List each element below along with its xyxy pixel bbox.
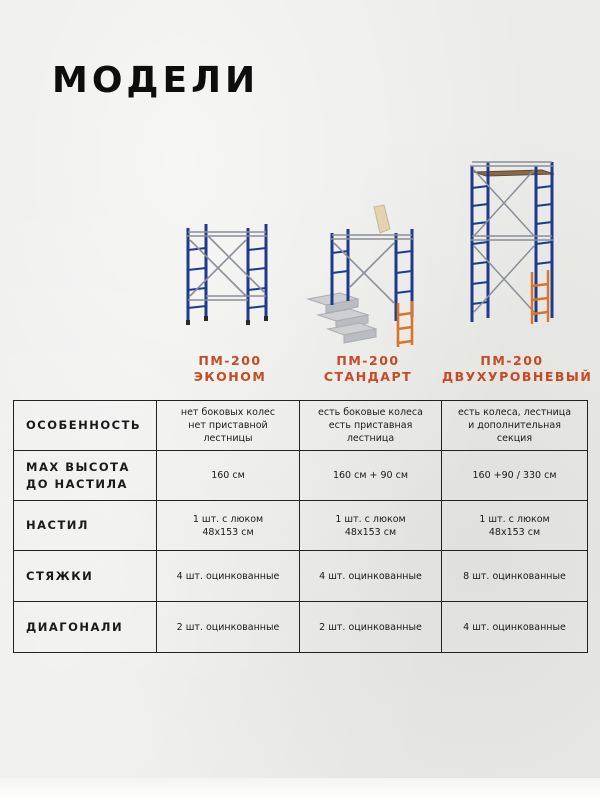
- table-cell: 160 см: [157, 451, 300, 501]
- table-cell: нет боковых колес нет приставной лестницы: [157, 401, 300, 451]
- row-label-feature: ОСОБЕННОСТЬ: [14, 401, 157, 451]
- row-label-diagonals: ДИАГОНАЛИ: [14, 602, 157, 653]
- scaffold-two-level-image: [462, 152, 562, 332]
- model-label-standard: ПМ-200 СТАНДАРТ: [323, 353, 413, 384]
- page-title: МОДЕЛИ: [52, 60, 260, 101]
- row-label-max-height: MAX ВЫСОТА ДО НАСТИЛА: [14, 451, 157, 501]
- table-cell: 2 шт. оцинкованные: [157, 602, 300, 653]
- model-label-two-level: ПМ-200 ДВУХУРОВНЕВЫЙ: [442, 353, 593, 384]
- table-cell: 1 шт. с люком 48х153 см: [157, 501, 300, 551]
- table-cell: 1 шт. с люком 48х153 см: [442, 501, 588, 551]
- table-row-max-height: [14, 451, 588, 501]
- table-cell: есть боковые колеса есть приставная лестница: [300, 401, 442, 451]
- table-cell: 2 шт. оцинкованные: [300, 602, 442, 653]
- row-label-deck: НАСТИЛ: [14, 501, 157, 551]
- model-label-econom: ПМ-200 ЭКОНОМ: [193, 353, 267, 384]
- table-cell: 1 шт. с люком 48х153 см: [300, 501, 442, 551]
- table-cell: 160 +90 / 330 см: [442, 451, 588, 501]
- table-row-deck: [14, 501, 588, 551]
- table-cell: 160 см + 90 см: [300, 451, 442, 501]
- row-label-ties: СТЯЖКИ: [14, 551, 157, 602]
- table-row-feature: [14, 401, 588, 451]
- table-cell: 8 шт. оцинкованные: [442, 551, 588, 602]
- comparison-table: [13, 400, 588, 653]
- table-cell: 4 шт. оцинкованные: [442, 602, 588, 653]
- table-cell: 4 шт. оцинкованные: [300, 551, 442, 602]
- scaffold-econom-image: [180, 220, 275, 330]
- scaffold-standard-image: [300, 203, 425, 351]
- bottom-band: [0, 778, 600, 800]
- table-cell: 4 шт. оцинкованные: [157, 551, 300, 602]
- table-cell: есть колеса, лестница и дополнительная секция: [442, 401, 588, 451]
- table-row-ties: [14, 551, 588, 602]
- table-row-diagonals: [14, 602, 588, 653]
